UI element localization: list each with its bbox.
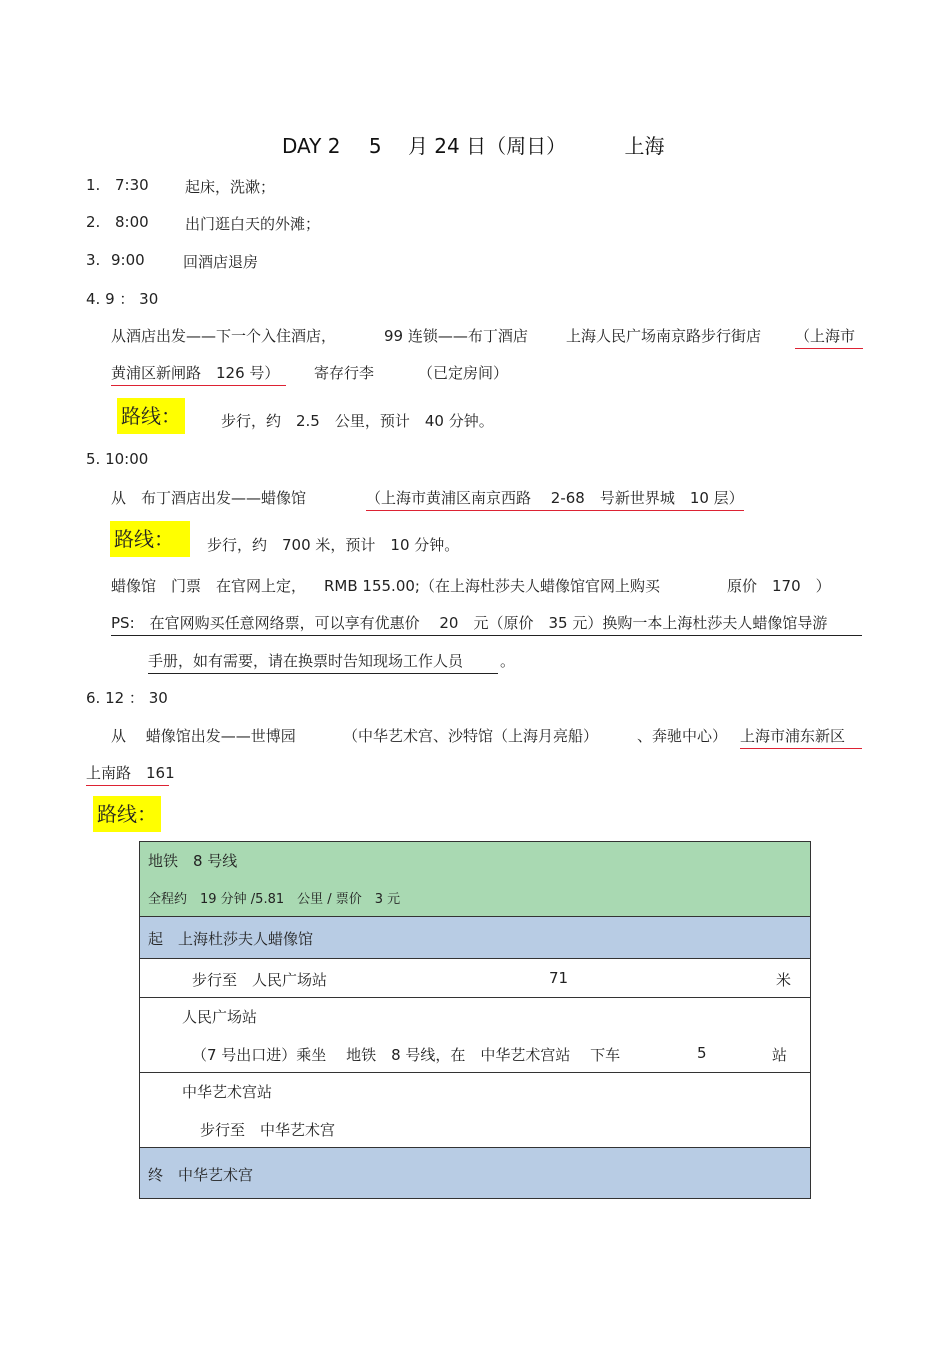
item-1-num: 1. xyxy=(86,176,101,194)
route-ride-text: （7 号出口进）乘坐 地铁 8 号线，在 中华艺术宫站 下车 xyxy=(192,1046,621,1064)
item-6-line1-a: 从 蜡像馆出发——世博园 xyxy=(111,727,296,745)
item-3-time: 9:00 xyxy=(111,251,145,269)
route-station-2: 中华艺术宫站 xyxy=(182,1083,273,1101)
item-3-num: 3. xyxy=(86,251,101,269)
title-date: 月 24 日（周日） xyxy=(407,134,567,158)
route-table xyxy=(139,841,811,1199)
item-4-address-end: 黄浦区新闸路 126 号） xyxy=(111,362,286,386)
item-4-head: 4. 9 ： 30 xyxy=(86,290,159,308)
item-2-text: 出门逛白天的外滩； xyxy=(185,215,321,233)
item-4-luggage: 寄存行李 xyxy=(314,364,375,382)
item-5-head: 5. 10:00 xyxy=(86,450,149,468)
item-4-route-label: 路线： xyxy=(117,398,185,434)
item-5-ticket-b: RMB 155.00;（在上海杜莎夫人蜡像馆官网上购买 xyxy=(324,577,660,595)
route-table-header xyxy=(140,842,810,917)
item-4-address-start: （上海市 xyxy=(795,325,863,349)
route-arrive-row xyxy=(140,1073,810,1148)
route-line-title: 地铁 8 号线 xyxy=(148,852,238,870)
item-2-time: 8:00 xyxy=(115,213,149,231)
item-4-hotel-name: 99 连锁——布丁酒店 xyxy=(384,327,528,345)
title-month: 5 xyxy=(368,134,382,158)
item-5-ticket-c: 原价 170 ） xyxy=(727,577,831,595)
title-city: 上海 xyxy=(624,134,665,158)
route-start-row xyxy=(140,917,810,959)
route-end-row xyxy=(140,1148,810,1198)
item-1-time: 7:30 xyxy=(115,176,149,194)
page-title xyxy=(282,130,664,159)
item-4-hotel-branch: 上海人民广场南京路步行街店 xyxy=(566,327,762,345)
item-6-address-start: 上海市浦东新区 xyxy=(740,725,862,749)
item-4-line1-a: 从酒店出发——下一个入住酒店， xyxy=(111,327,337,345)
route-walk-unit: 米 xyxy=(776,971,792,989)
route-line-summary: 全程约 19 分钟 /5.81 公里 / 票价 3 元 xyxy=(148,892,401,907)
title-day: DAY 2 xyxy=(282,134,341,158)
item-5-ps-line2-end: 。 xyxy=(500,652,516,670)
item-5-ticket-a: 蜡像馆 门票 在官网上定， xyxy=(111,577,307,595)
item-5-address: （上海市黄浦区南京西路 2-68 号新世界城 10 层） xyxy=(366,487,744,511)
item-6-route-label: 路线： xyxy=(93,796,161,832)
route-ride-stops: 5 xyxy=(697,1044,707,1062)
route-ride-unit: 站 xyxy=(772,1046,788,1064)
route-start: 起 上海杜莎夫人蜡像馆 xyxy=(148,930,314,948)
route-ride-row xyxy=(140,998,810,1073)
item-6-line1-c: 、奔驰中心） xyxy=(637,727,728,745)
item-6-address-end: 上南路 161 xyxy=(86,762,169,786)
route-walk-distance: 71 xyxy=(549,969,569,987)
item-5-line1-a: 从 布丁酒店出发——蜡像馆 xyxy=(111,489,307,507)
route-walk-text: 步行至 人民广场站 xyxy=(192,971,328,989)
item-5-route-label: 路线： xyxy=(110,521,190,557)
item-2-num: 2. xyxy=(86,213,101,231)
item-4-route-text: 步行，约 2.5 公里，预计 40 分钟。 xyxy=(221,412,494,430)
item-5-ps-line1: PS: 在官网购买任意网络票，可以享有优惠价 20 元（原价 35 元）换购一本上海杜莎夫人蜡像馆导游 xyxy=(111,612,862,636)
route-walk-row xyxy=(140,959,810,998)
item-5-route-text: 步行，约 700 米，预计 10 分钟。 xyxy=(207,536,460,554)
item-1-text: 起床，洗漱； xyxy=(185,178,276,196)
route-walk-2: 步行至 中华艺术宫 xyxy=(200,1121,336,1139)
route-end: 终 中华艺术宫 xyxy=(148,1166,254,1184)
item-6-line1-b: （中华艺术宫、沙特馆（上海月亮船） xyxy=(343,727,599,745)
item-6-head: 6. 12 ： 30 xyxy=(86,689,168,707)
item-4-booked: （已定房间） xyxy=(418,364,509,382)
item-3-text: 回酒店退房 xyxy=(183,253,259,271)
route-station-1: 人民广场站 xyxy=(182,1008,258,1026)
item-5-ps-line2: 手册，如有需要，请在换票时告知现场工作人员 xyxy=(148,650,498,674)
